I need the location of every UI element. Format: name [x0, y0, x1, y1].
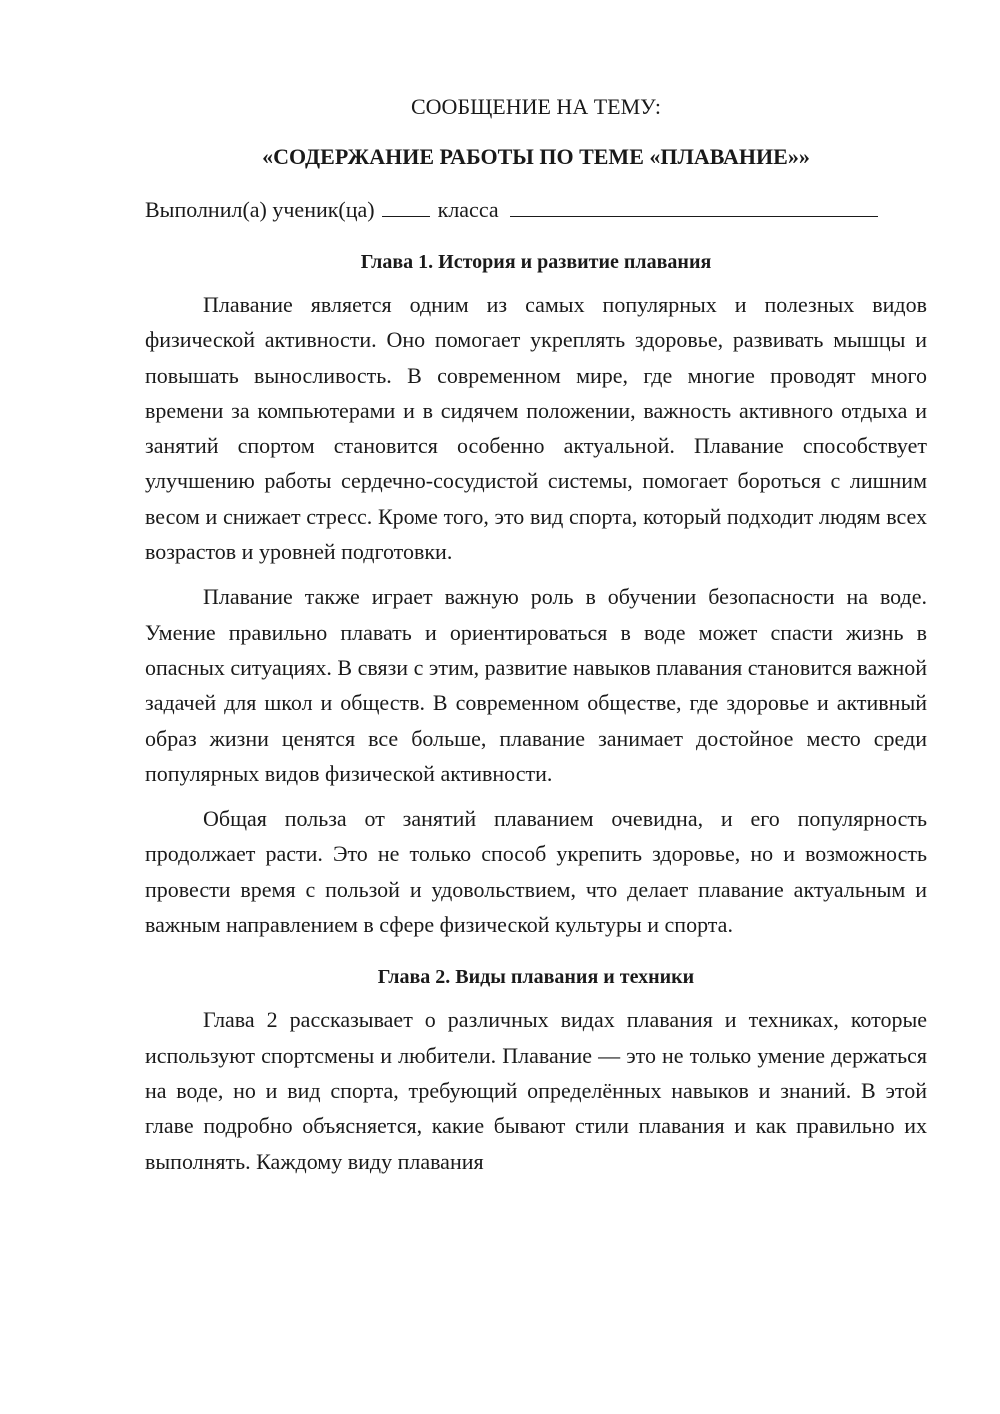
chapter-2-paragraph-1: Глава 2 рассказывает о различных видах плавания и техниках, которые используют спортсмены и любители. Плавание — это не только умение держаться на воде, но и вид спорта, требующий определённых навыков и знаний. В этой главе подробно объясняется, какие бывают стили плавания и как правильно их выполнять. Каждому виду плавания — [145, 1007, 927, 1174]
chapter-1-paragraph-1: Плавание является одним из самых популярных и полезных видов физической активности. Оно помогает укреплять здоровье, развивать мышцы и повышать выносливость. В современном мире, где многие проводят много времени за компьютерами и в сидячем положении, важность активного отдыха и занятий спортом становится особенно актуальной. Плавание способствует улучшению работы сердечно-сосудистой системы, помогает бороться с лишним весом и снижает стресс. Кроме того, это вид спорта, который подходит людям всех возрастов и уровней подготовки. — [145, 292, 927, 565]
chapter-1-heading: Глава 1. История и развитие плавания — [360, 251, 712, 273]
chapter-1-paragraph-2: Плавание также играет важную роль в обучении безопасности на воде. Умение правильно плавать и ориентироваться в воде может спасти жизнь в опасных ситуациях. В связи с этим, развитие навыков плавания становится важной задачей для школ и обществ. В современном обществе, где здоровье и активный образ жизни ценятся все больше, плавание занимает достойное место среди популярных видов физической активности. — [145, 584, 927, 786]
chapter-2-heading: Глава 2. Виды плавания и техники — [377, 966, 695, 989]
document-title: «СОДЕРЖАНИЕ РАБОТЫ ПО ТЕМЕ «ПЛАВАНИЕ»» — [262, 144, 810, 169]
chapter-1-paragraph-3: Общая польза от занятий плаванием очевидна, и его популярность продолжает расти. Это не только способ укрепить здоровье, но и возможность провести время с пользой и удовольствием, что делает плавание актуальным и важным направлением в сфере физической культуры и спорта. — [145, 806, 927, 938]
author-label: Выполнил(а) ученик(ца) — [145, 197, 375, 222]
class-name-blank — [510, 194, 878, 217]
author-line — [145, 194, 927, 225]
document-page — [145, 92, 927, 1189]
class-label: класса — [437, 197, 499, 222]
header-line-1: СООБЩЕНИЕ НА ТЕМУ: — [411, 94, 661, 119]
class-number-blank — [382, 194, 430, 217]
